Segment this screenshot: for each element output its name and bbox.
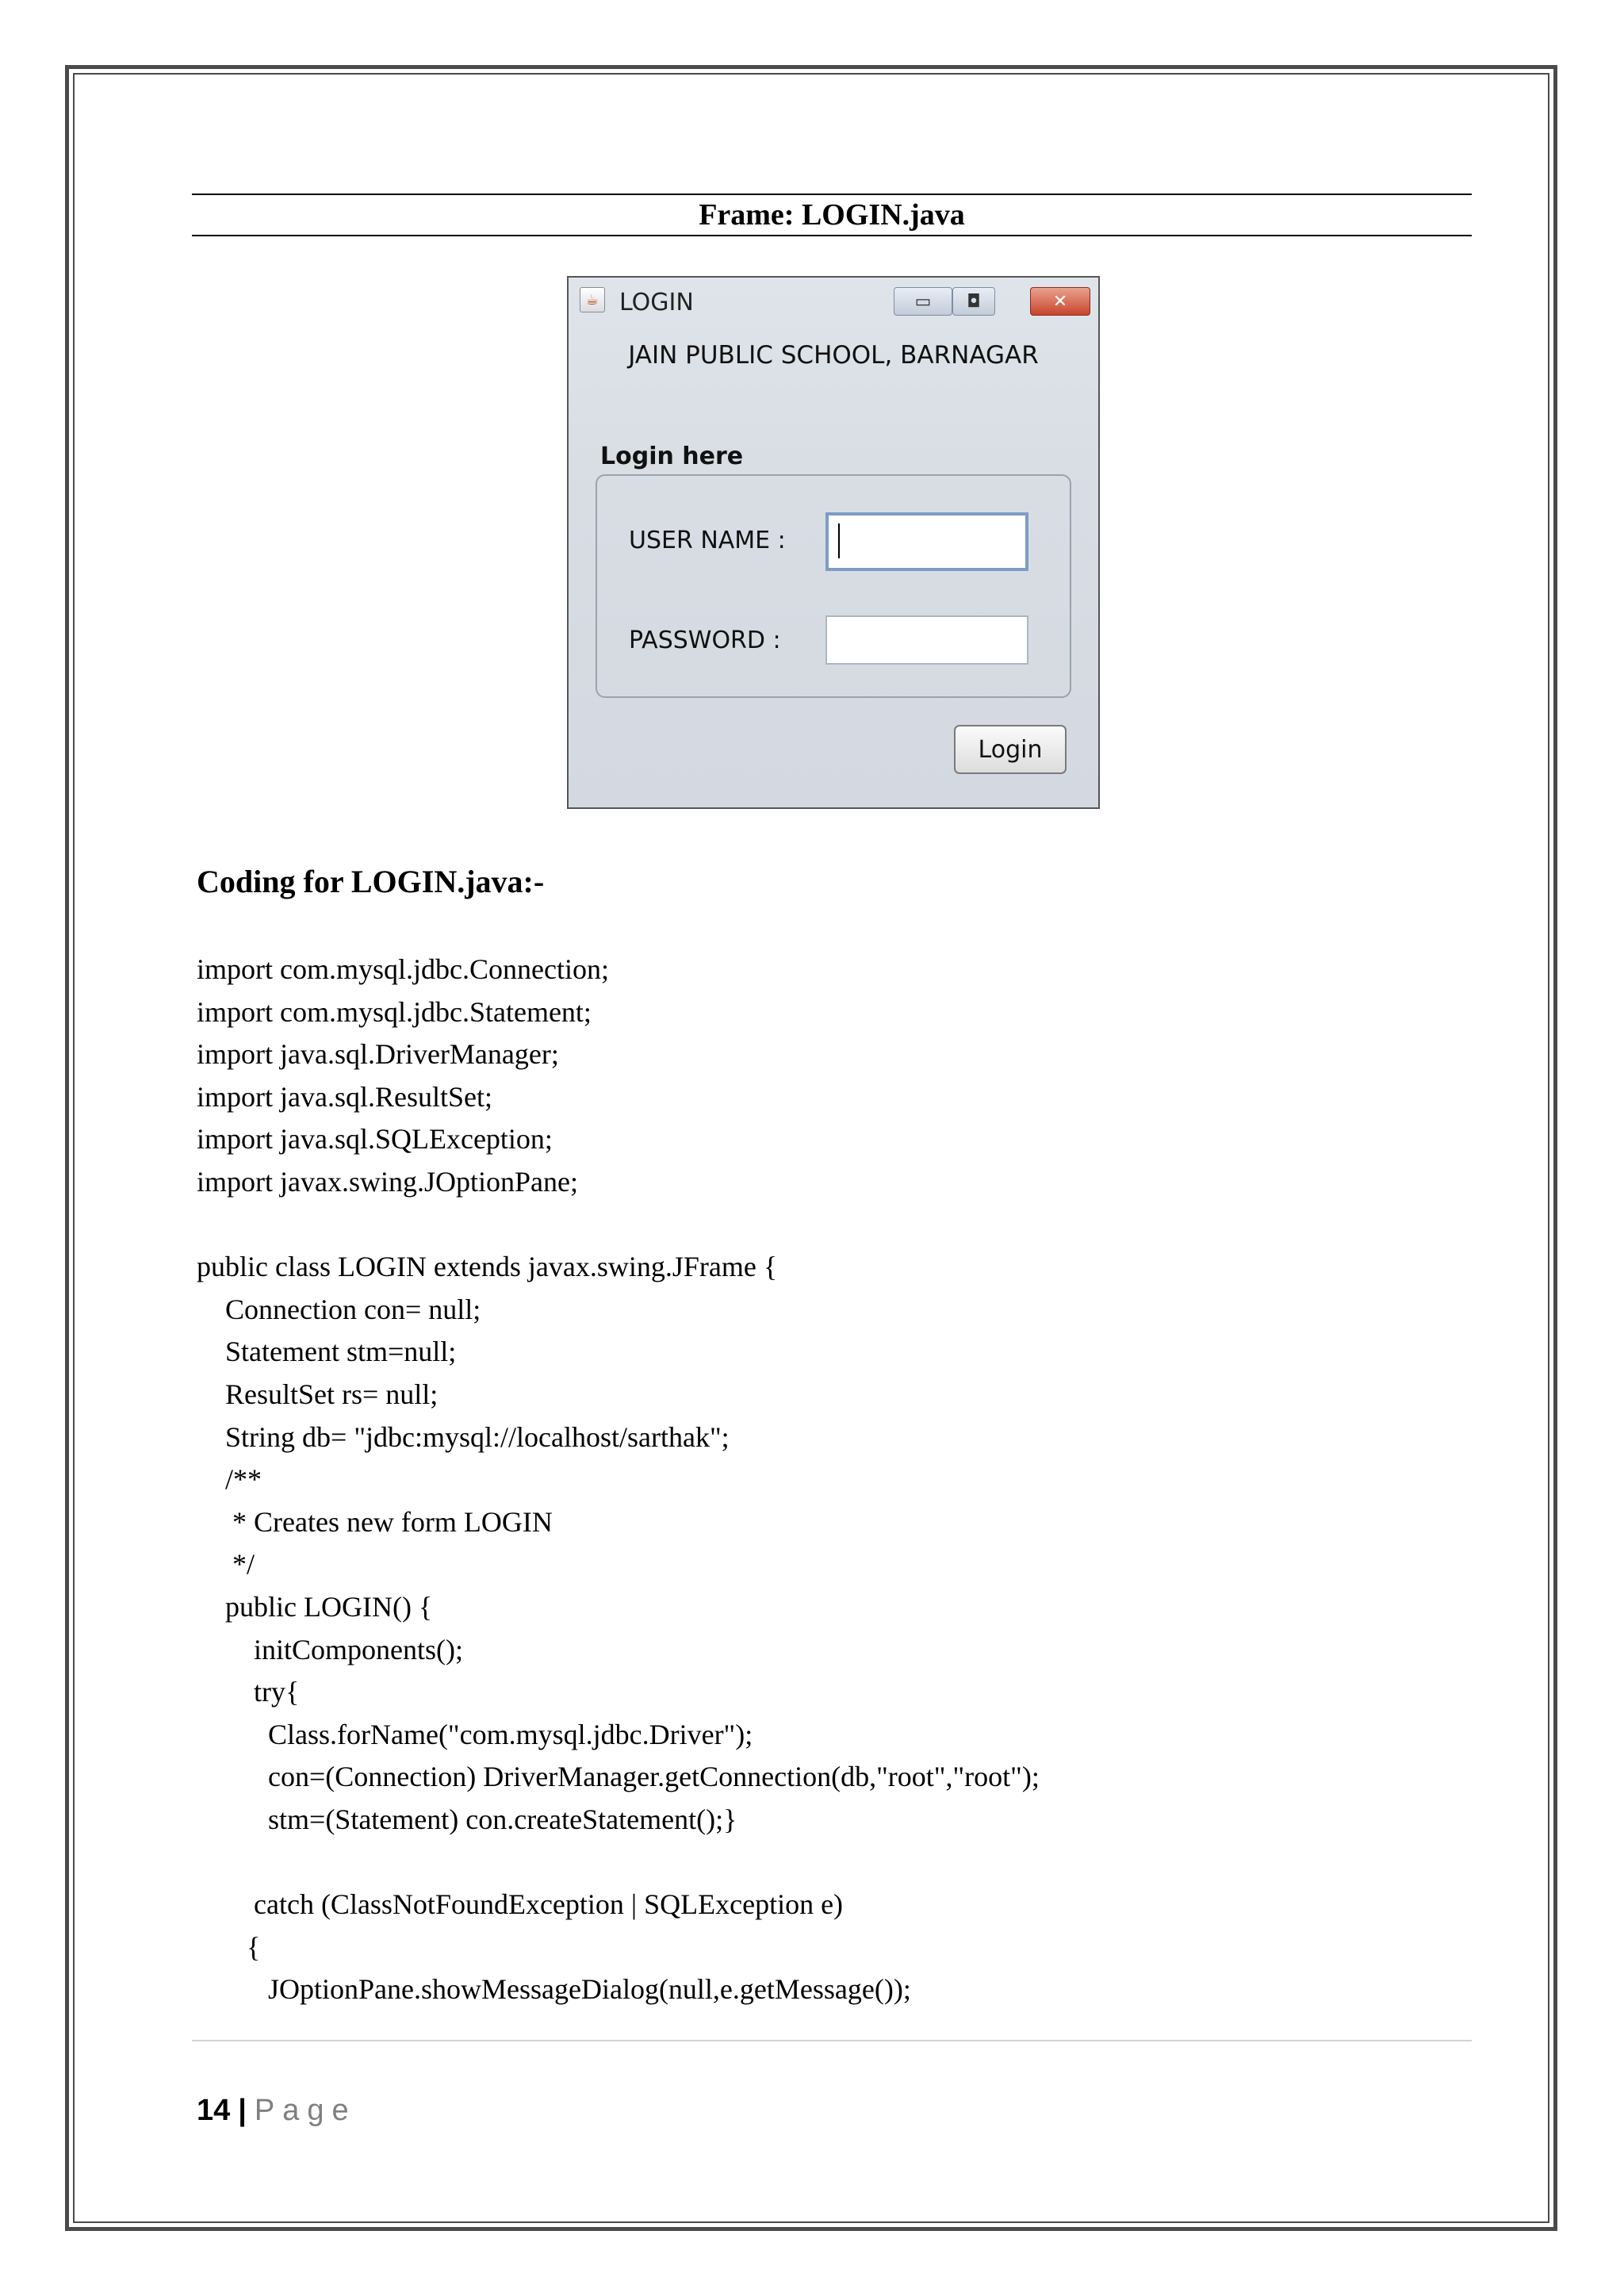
code-line: {: [197, 1930, 261, 1963]
code-line: [197, 1841, 1040, 1884]
code-line: public LOGIN() {: [197, 1590, 433, 1623]
code-line: con=(Connection) DriverManager.getConnection(db,"root","root");: [197, 1761, 1040, 1793]
login-button[interactable]: Login: [954, 725, 1067, 774]
window-title: LOGIN: [619, 289, 694, 316]
school-name-label: JAIN PUBLIC SCHOOL, BARNAGAR: [628, 341, 1039, 370]
minimize-icon: ▭: [914, 291, 932, 312]
page-label: Page: [254, 2094, 357, 2127]
code-line: stm=(Statement) con.createStatement();}: [197, 1803, 737, 1835]
code-line: JOptionPane.showMessageDialog(null,e.getMessage());: [197, 1973, 911, 2006]
close-icon: ✕: [1052, 291, 1068, 312]
code-listing: [197, 949, 1040, 2011]
footer-divider: [192, 2040, 1472, 2041]
login-group-box: [596, 474, 1071, 698]
code-line: ResultSet rs= null;: [197, 1378, 439, 1410]
code-line: public class LOGIN extends javax.swing.JFrame {: [197, 1251, 778, 1283]
code-line: import java.sql.SQLException;: [197, 1123, 553, 1156]
code-line: [197, 1204, 1040, 1247]
maximize-icon: ◘: [967, 291, 981, 312]
minimize-button[interactable]: [894, 287, 952, 316]
code-line: Statement stm=null;: [197, 1336, 457, 1368]
code-line: import java.sql.ResultSet;: [197, 1080, 492, 1113]
page-number: 14: [197, 2094, 231, 2127]
java-cup-icon: ☕: [580, 287, 605, 312]
code-line: import com.mysql.jdbc.Connection;: [197, 953, 609, 985]
username-field[interactable]: [825, 512, 1028, 571]
coding-heading: Coding for LOGIN.java:-: [197, 864, 545, 899]
code-line: initComponents();: [197, 1633, 463, 1665]
code-line: import javax.swing.JOptionPane;: [197, 1165, 578, 1198]
code-line: */: [197, 1548, 255, 1581]
code-line: String db= "jdbc:mysql://localhost/sarthak";: [197, 1420, 730, 1453]
password-field[interactable]: [825, 615, 1028, 665]
close-button[interactable]: [1030, 287, 1090, 316]
page-footer: [197, 2094, 357, 2128]
code-line: Class.forName("com.mysql.jdbc.Driver");: [197, 1718, 753, 1750]
text-caret: [838, 523, 840, 558]
code-line: try{: [197, 1676, 300, 1708]
window-titlebar[interactable]: [569, 278, 1098, 316]
footer-separator: |: [238, 2094, 247, 2127]
code-line: * Creates new form LOGIN: [197, 1505, 553, 1538]
login-window: [567, 276, 1100, 809]
code-line: /**: [197, 1463, 262, 1496]
code-line: Connection con= null;: [197, 1293, 481, 1325]
code-line: import java.sql.DriverManager;: [197, 1038, 559, 1071]
code-line: catch (ClassNotFoundException | SQLException e): [197, 1888, 844, 1921]
frame-heading: Frame: LOGIN.java: [192, 194, 1472, 236]
code-line: import com.mysql.jdbc.Statement;: [197, 995, 592, 1028]
username-label: USER NAME :: [629, 527, 786, 554]
password-label: PASSWORD :: [629, 627, 781, 654]
maximize-button[interactable]: [952, 287, 995, 316]
login-group-title: Login here: [600, 443, 744, 470]
